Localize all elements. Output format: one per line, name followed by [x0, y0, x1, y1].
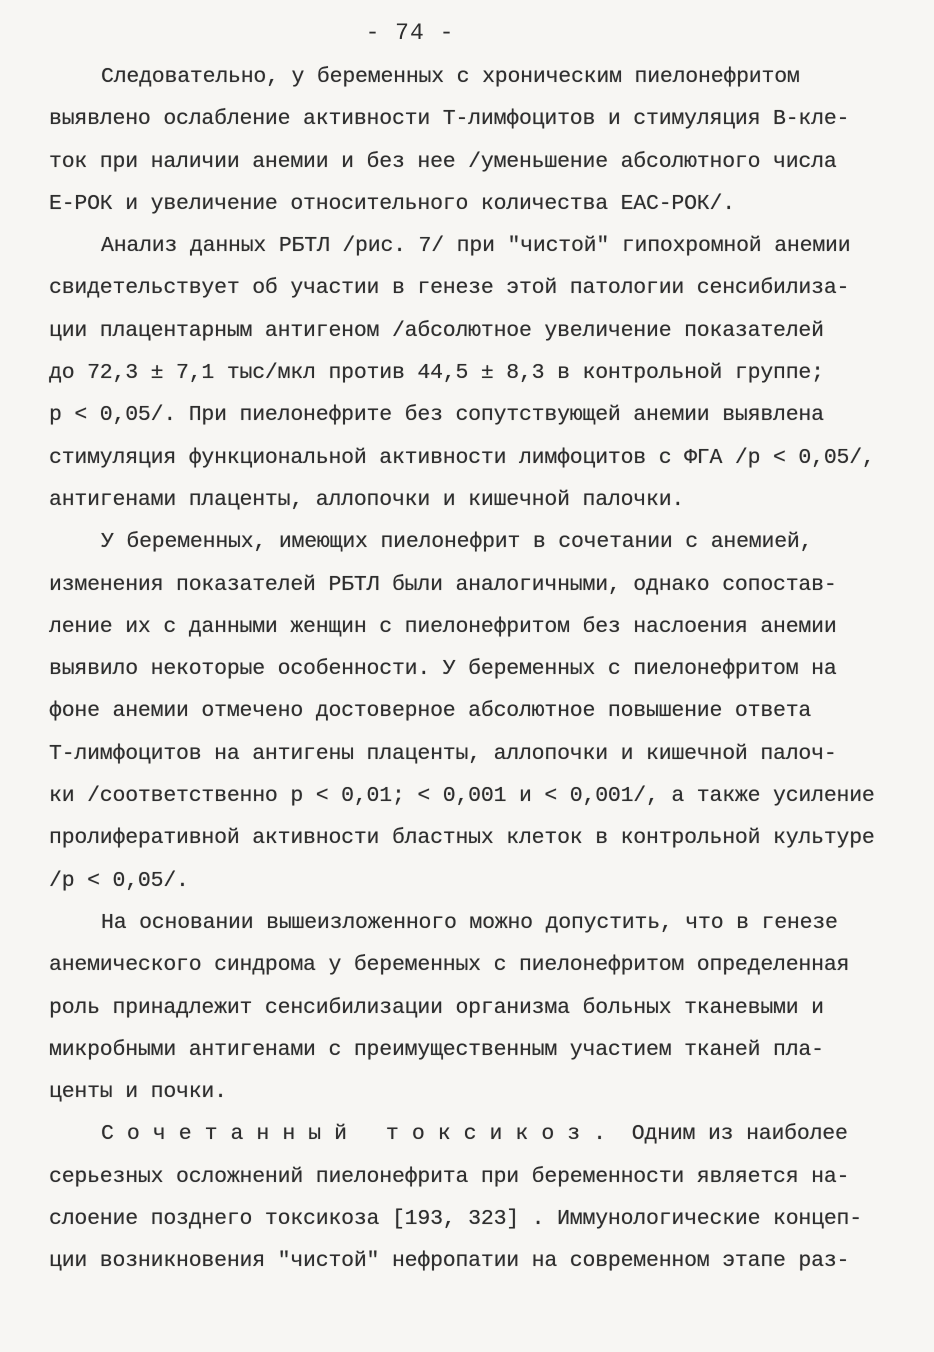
- heading-continuation: Одним из наиболее: [619, 1122, 848, 1147]
- text-line: р < 0,05/. При пиелонефрите без сопутствующей анемии выявлена: [49, 403, 824, 428]
- text-line: Анализ данных РБТЛ /рис. 7/ при "чистой" гипохромной анемии: [101, 234, 851, 259]
- text-line: выявило некоторые особенности. У беременных с пиелонефритом на: [49, 657, 837, 682]
- text-line: центы и почки.: [49, 1080, 227, 1105]
- text-line: Т-лимфоцитов на антигены плаценты, аллопочки и кишечной палоч-: [49, 741, 837, 766]
- text-line: свидетельствует об участии в генезе этой патологии сенсибилиза-: [49, 276, 850, 301]
- text-line: серьезных осложнений пиелонефрита при беременности является на-: [49, 1164, 850, 1189]
- text-line: микробными антигенами с преимущественным участием тканей пла-: [49, 1037, 824, 1062]
- text-line: Следовательно, у беременных с хроническим пиелонефритом: [101, 65, 800, 89]
- text-line: антигенами плаценты, аллопочки и кишечной палочки.: [49, 487, 685, 512]
- text-line: слоение позднего токсикоза [193, 323] . Иммунологические концеп-: [49, 1207, 862, 1232]
- text-line: анемического синдрома у беременных с пиелонефритом определенная: [49, 953, 850, 978]
- text-line: выявлено ослабление активности Т-лимфоцитов и стимуляция В-кле-: [49, 107, 850, 132]
- section-heading: Сочетанный токсикоз.: [101, 1122, 620, 1147]
- text-line: ток при наличии анемии и без нее /уменьшение абсолютного числа: [49, 149, 837, 174]
- text-line: стимуляция функциональной активности лимфоцитов с ФГА /р < 0,05/,: [49, 445, 875, 470]
- text-line: изменения показателей РБТЛ были аналогичными, однако сопостав-: [49, 572, 837, 597]
- text-line: фоне анемии отмечено достоверное абсолютное повышение ответа: [49, 699, 812, 724]
- page-number: - 74 -: [365, 20, 455, 46]
- text-line: На основании вышеизложенного можно допустить, что в генезе: [101, 910, 838, 935]
- text-line: /р < 0,05/.: [49, 868, 189, 893]
- text-line: ции возникновения "чистой" нефропатии на современном этапе раз-: [49, 1249, 850, 1274]
- text-line: ление их с данными женщин с пиелонефритом без наслоения анемии: [49, 614, 837, 639]
- text-line: ции плацентарным антигеном /абсолютное увеличение показателей: [49, 318, 824, 343]
- text-line: ки /соответственно р < 0,01; < 0,001 и < 0,001/, а также усиление: [49, 784, 875, 809]
- text-line: роль принадлежит сенсибилизации организма больных тканевыми и: [49, 995, 824, 1020]
- text-body: [0, 56, 934, 1283]
- text-line: до 72,3 ± 7,1 тыс/мкл против 44,5 ± 8,3 в контрольной группе;: [49, 361, 824, 386]
- text-line: пролиферативной активности бластных клеток в контрольной культуре: [49, 826, 875, 851]
- text-line: Е-РОК и увеличение относительного количества ЕАС-РОК/.: [49, 191, 735, 216]
- text-line: [0, 1113, 934, 1155]
- text-line: У беременных, имеющих пиелонефрит в сочетании с анемией,: [101, 530, 813, 555]
